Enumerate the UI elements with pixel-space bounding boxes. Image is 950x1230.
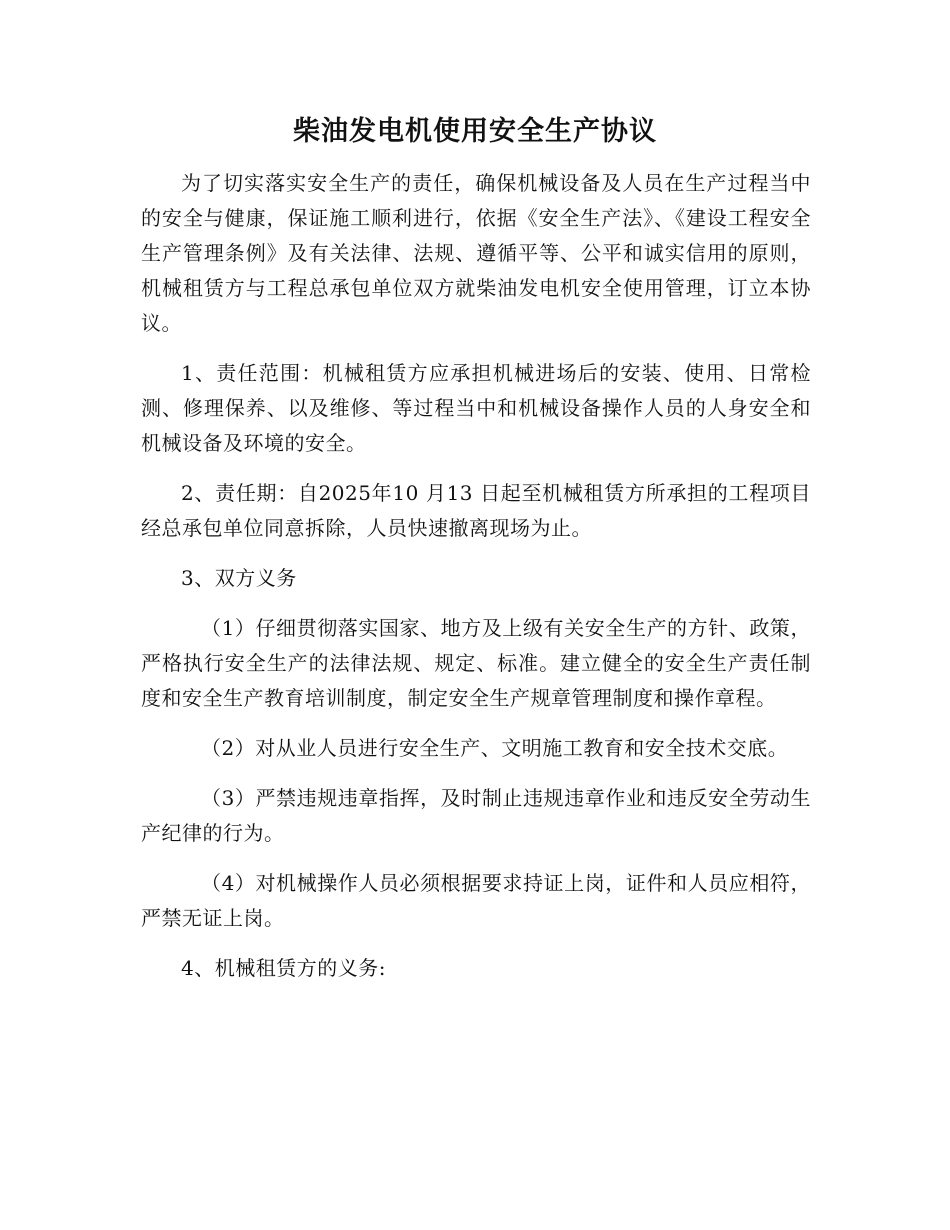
clause-3-item-3: （3）严禁违规违章指挥，及时制止违规违章作业和违反安全劳动生产纪律的行为。 bbox=[141, 786, 811, 845]
clause-3-item-4: （4）对机械操作人员必须根据要求持证上岗，证件和人员应相符，严禁无证上岗。 bbox=[141, 871, 811, 930]
clause-4-heading: 4、机械租赁方的义务: bbox=[181, 956, 386, 980]
clause-3-item-2: （2）对从业人员进行安全生产、文明施工教育和安全技术交底。 bbox=[201, 736, 789, 760]
document-title: 柴油发电机使用安全生产协议 bbox=[293, 116, 657, 147]
clause-3-item-1: （1）仔细贯彻落实国家、地方及上级有关安全生产的方针、政策，严格执行安全生产的法律法规、规定、标准。建立健全的安全生产责任制度和安全生产教育培训制度，制定安全生产规章管理制度和操作章程。 bbox=[141, 616, 811, 710]
clause-1-scope: 1、责任范围：机械租赁方应承担机械进场后的安装、使用、日常检测、修理保养、以及维修、等过程当中和机械设备操作人员的人身安全和机械设备及环境的安全。 bbox=[141, 361, 811, 455]
clause-3-heading: 3、双方义务 bbox=[181, 566, 297, 590]
document-body bbox=[141, 166, 811, 1001]
intro-paragraph: 为了切实落实安全生产的责任，确保机械设备及人员在生产过程当中的安全与健康，保证施工顺利进行，依据《安全生产法》、《建设工程安全生产管理条例》及有关法律、法规、遵循平等、公平和诚实信用的原则，机械租赁方与工程总承包单位双方就柴油发电机安全使用管理，订立本协议。 bbox=[141, 171, 811, 335]
clause-2-period: 2、责任期：自2025年10 月13 日起至机械租赁方所承担的工程项目经总承包单位同意拆除，人员快速撤离现场为止。 bbox=[141, 481, 811, 540]
